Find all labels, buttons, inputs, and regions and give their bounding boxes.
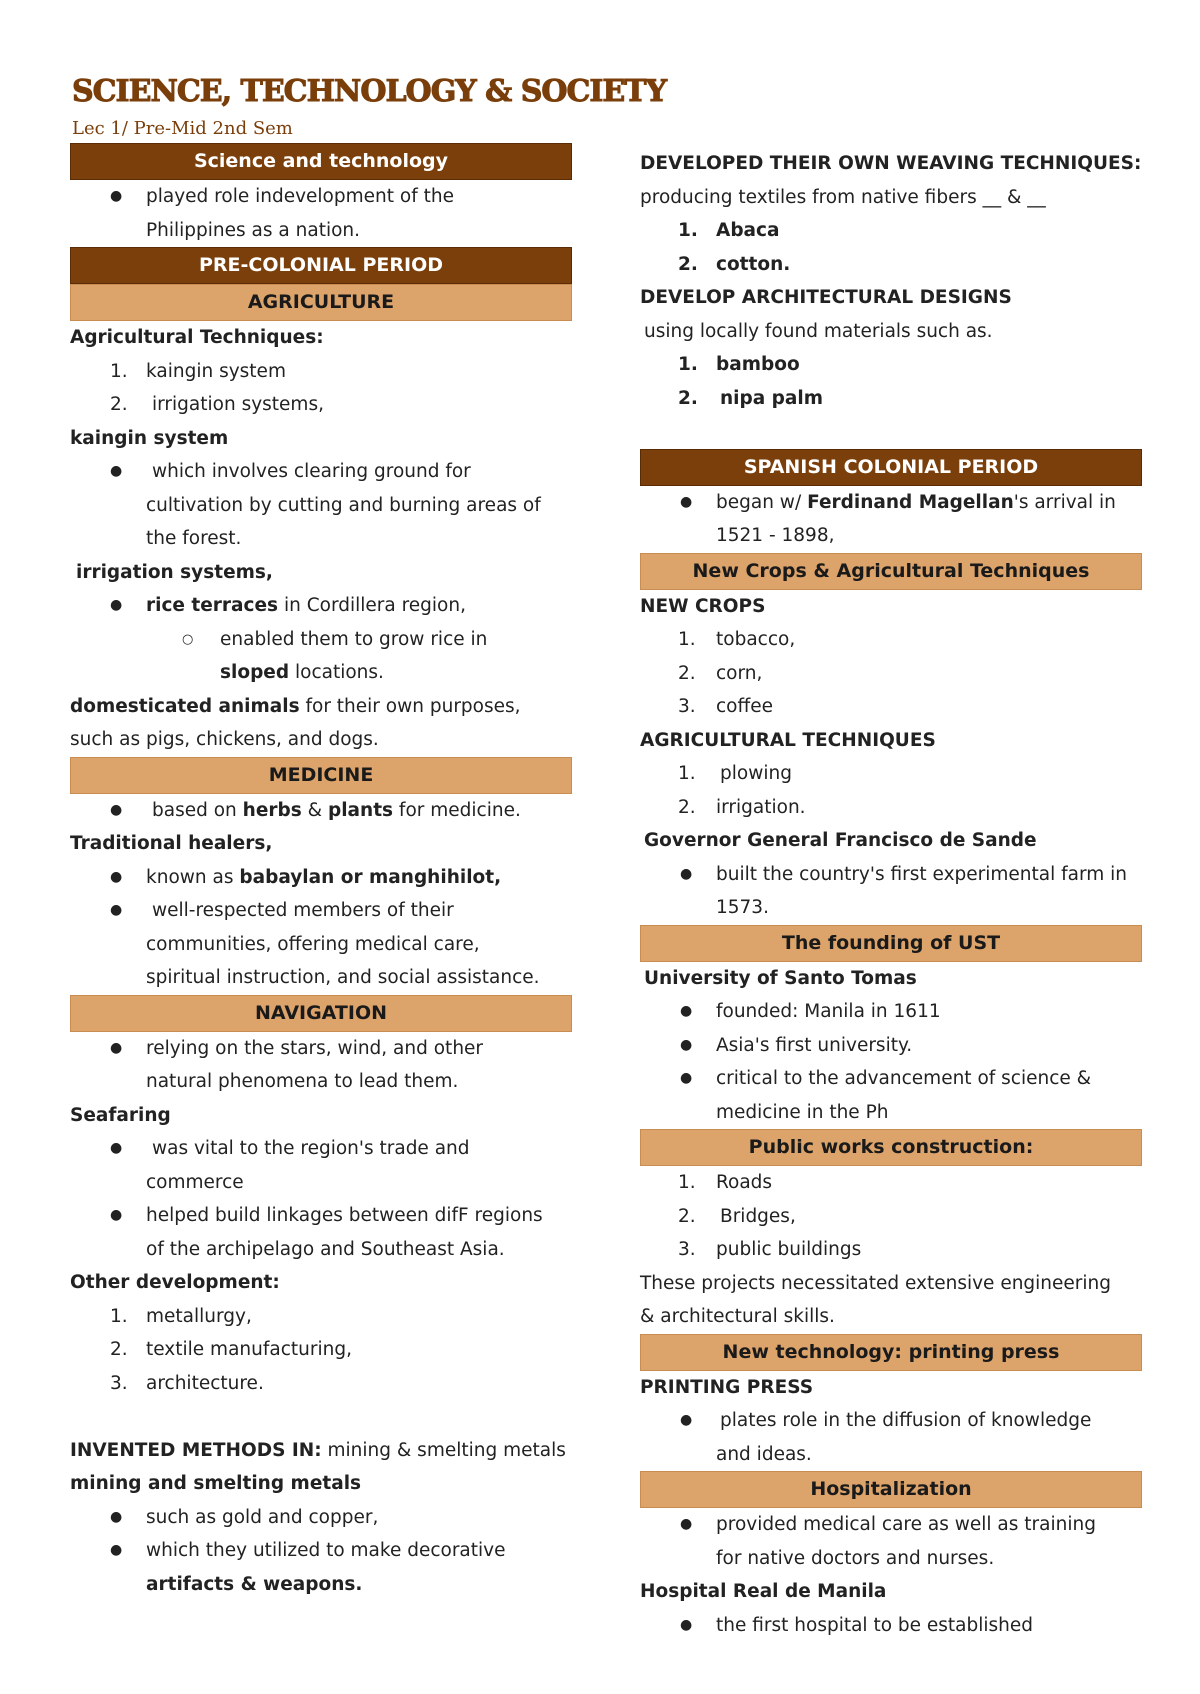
list-item: ● played role indevelopment of the (70, 180, 572, 214)
section-header-science-technology: Science and technology (70, 143, 572, 180)
list-item: 2. corn, (640, 657, 1142, 691)
list-item: 2. Bridges, (640, 1200, 1142, 1234)
bullet-icon: ● (680, 1412, 693, 1428)
label-other-development: Other development: (70, 1272, 280, 1293)
list-item: ● such as gold and copper, (70, 1501, 572, 1535)
list-number: 3. (678, 1239, 696, 1260)
list-number: 1. (110, 360, 128, 382)
list-number: 1. (678, 629, 696, 650)
list-item-continuation: natural phenomena to lead them. (146, 1071, 459, 1092)
list-item: 1. Abaca (640, 214, 1142, 248)
list-item: ● well-respected members of their (70, 894, 572, 928)
label-printing-press: PRINTING PRESS (640, 1376, 814, 1398)
list-item: ● began w/ Ferdinand Magellan's arrival in (640, 486, 1142, 520)
list-item: ● founded: Manila in 1611 (640, 995, 1142, 1029)
label-mining-smelting: mining and smelting metals (70, 1473, 362, 1494)
list-number: 1. (678, 220, 698, 241)
spacer (70, 1400, 572, 1434)
bullet-icon: ● (680, 493, 693, 510)
sub-list-item: ○ enabled them to grow rice in (70, 623, 572, 657)
section-header-spanish-colonial: SPANISH COLONIAL PERIOD (640, 449, 1142, 486)
list-number: 3. (678, 696, 696, 717)
section-header-navigation: NAVIGATION (70, 995, 572, 1032)
bullet-icon: ● (110, 868, 123, 885)
list-item-continuation: 1521 - 1898, (716, 525, 835, 546)
list-item: ● helped build linkages between difF regions (70, 1199, 572, 1233)
list-item: ● rice terraces in Cordillera region, (70, 589, 572, 623)
list-number: 1. (678, 763, 696, 784)
bullet-icon: ● (110, 1140, 123, 1156)
section-header-ust: The founding of UST (640, 925, 1142, 962)
list-item: 1. tobacco, (640, 623, 1142, 657)
list-item: 1. metallurgy, (70, 1300, 572, 1334)
list-item-continuation: and ideas. (716, 1443, 812, 1465)
list-item: ● provided medical care as well as training (640, 1508, 1142, 1542)
list-item: ● was vital to the region's trade and (70, 1132, 572, 1166)
list-number: 2. (110, 1339, 128, 1360)
label-university-santo-tomas: University of Santo Tomas (644, 967, 917, 989)
list-item: 2. irrigation. (640, 791, 1142, 825)
spacer (640, 415, 1142, 449)
list-item: 3. public buildings (640, 1233, 1142, 1267)
list-number: 1. (678, 354, 698, 375)
paragraph-line: INVENTED METHODS IN: mining & smelting metals (70, 1439, 566, 1461)
list-item-continuation: Philippines as a nation. (146, 219, 361, 241)
bullet-icon: ● (110, 1508, 123, 1525)
paragraph-line: using locally found materials such as. (644, 320, 993, 342)
label-seafaring: Seafaring (70, 1104, 171, 1126)
list-item-continuation: of the archipelago and Southeast Asia. (146, 1238, 505, 1260)
list-number: 2. (110, 394, 128, 415)
list-item: ● critical to the advancement of science & (640, 1062, 1142, 1096)
label-kaingin-system: kaingin system (70, 427, 229, 449)
label-irrigation-systems: irrigation systems, (76, 561, 273, 583)
section-header-new-crops: New Crops & Agricultural Techniques (640, 553, 1142, 590)
paragraph-line: such as pigs, chickens, and dogs. (70, 729, 379, 750)
list-item: ● Asia's first university. (640, 1029, 1142, 1063)
label-hospital-real-de-manila: Hospital Real de Manila (640, 1581, 887, 1602)
list-number: 2. (678, 662, 696, 684)
list-item: 1. plowing (640, 757, 1142, 791)
bullet-icon: ● (110, 1542, 123, 1558)
bullet-icon: ● (110, 1039, 123, 1056)
bullet-icon: ● (680, 1616, 693, 1633)
section-header-medicine: MEDICINE (70, 757, 572, 794)
section-header-hospitalization: Hospitalization (640, 1471, 1142, 1508)
left-column (70, 143, 572, 1601)
list-item: 2. textile manufacturing, (70, 1333, 572, 1367)
bullet-icon: ● (110, 463, 123, 479)
list-number: 2. (678, 387, 698, 409)
list-item-continuation: artifacts & weapons. (146, 1573, 363, 1595)
list-number: 1. (678, 1172, 696, 1193)
list-number: 2. (678, 1205, 696, 1227)
bullet-icon: ● (680, 1516, 693, 1532)
list-item-continuation: 1573. (716, 897, 769, 918)
list-item: 3. coffee (640, 690, 1142, 724)
document-subtitle: Lec 1/ Pre-Mid 2nd Sem (72, 118, 293, 139)
list-item: 1. kaingin system (70, 355, 572, 389)
list-item: 1. bamboo (640, 348, 1142, 382)
list-number: 2. (678, 796, 696, 818)
label-traditional-healers: Traditional healers, (70, 833, 273, 854)
list-item-continuation: communities, offering medical care, (146, 933, 480, 955)
section-header-precolonial: PRE-COLONIAL PERIOD (70, 247, 572, 284)
list-item-continuation: for native doctors and nurses. (716, 1547, 995, 1569)
list-item-continuation: cultivation by cutting and burning areas of (146, 494, 541, 516)
list-item: ● based on herbs & plants for medicine. (70, 794, 572, 828)
list-item: ● which involves clearing ground for (70, 455, 572, 489)
list-item: ● known as babaylan or manghihilot, (70, 861, 572, 895)
paragraph-line: producing textiles from native fibers __ & __ (640, 186, 1046, 208)
list-item: ● which they utilized to make decorative (70, 1534, 572, 1568)
bullet-icon: ● (110, 188, 123, 204)
list-item: 2. cotton. (640, 248, 1142, 282)
list-item: ● the first hospital to be established (640, 1609, 1142, 1643)
list-item-continuation: spiritual instruction, and social assistance. (146, 967, 540, 988)
list-item: 2. nipa palm (640, 382, 1142, 416)
label-architectural-designs: DEVELOP ARCHITECTURAL DESIGNS (640, 287, 1012, 308)
section-header-printing-press: New technology: printing press (640, 1334, 1142, 1371)
right-column (640, 147, 1142, 1642)
list-number: 1. (110, 1305, 128, 1327)
document-title: SCIENCE, TECHNOLOGY & SOCIETY (72, 74, 667, 109)
list-item-continuation: the forest. (146, 528, 242, 549)
bullet-icon: ● (680, 865, 693, 882)
list-number: 3. (110, 1372, 128, 1394)
bullet-icon: ● (110, 597, 123, 613)
bullet-icon: ● (680, 1003, 693, 1019)
list-item: 3. architecture. (70, 1367, 572, 1401)
label-agricultural-techniques: AGRICULTURAL TECHNIQUES (640, 729, 936, 751)
list-item: 2. irrigation systems, (70, 388, 572, 422)
paragraph-line: domesticated animals for their own purposes, (70, 695, 521, 717)
list-item: 1. Roads (640, 1166, 1142, 1200)
label-agricultural-techniques: Agricultural Techniques: (70, 327, 324, 348)
list-item-continuation: medicine in the Ph (716, 1101, 889, 1123)
list-item: ● built the country's first experimental farm in (640, 858, 1142, 892)
bullet-icon: ● (110, 902, 123, 918)
label-governor-general: Governor General Francisco de Sande (644, 830, 1037, 851)
sub-list-item-continuation: sloped locations. (220, 662, 384, 683)
list-item: ● relying on the stars, wind, and other (70, 1032, 572, 1066)
label-weaving-techniques: DEVELOPED THEIR OWN WEAVING TECHNIQUES: (640, 153, 1142, 174)
bullet-icon: ● (110, 801, 123, 818)
label-new-crops: NEW CROPS (640, 595, 766, 617)
section-header-agriculture: AGRICULTURE (70, 284, 572, 321)
list-item-continuation: commerce (146, 1171, 244, 1193)
section-header-public-works: Public works construction: (640, 1129, 1142, 1166)
bullet-icon: ● (680, 1070, 693, 1086)
list-number: 2. (678, 253, 698, 275)
circle-bullet-icon: ○ (182, 631, 194, 647)
list-item: ● plates role in the diffusion of knowledge (640, 1404, 1142, 1438)
bullet-icon: ● (680, 1036, 693, 1053)
paragraph-line: These projects necessitated extensive engineering (640, 1272, 1112, 1294)
bullet-icon: ● (110, 1207, 123, 1223)
paragraph-line: & architectural skills. (640, 1306, 835, 1327)
